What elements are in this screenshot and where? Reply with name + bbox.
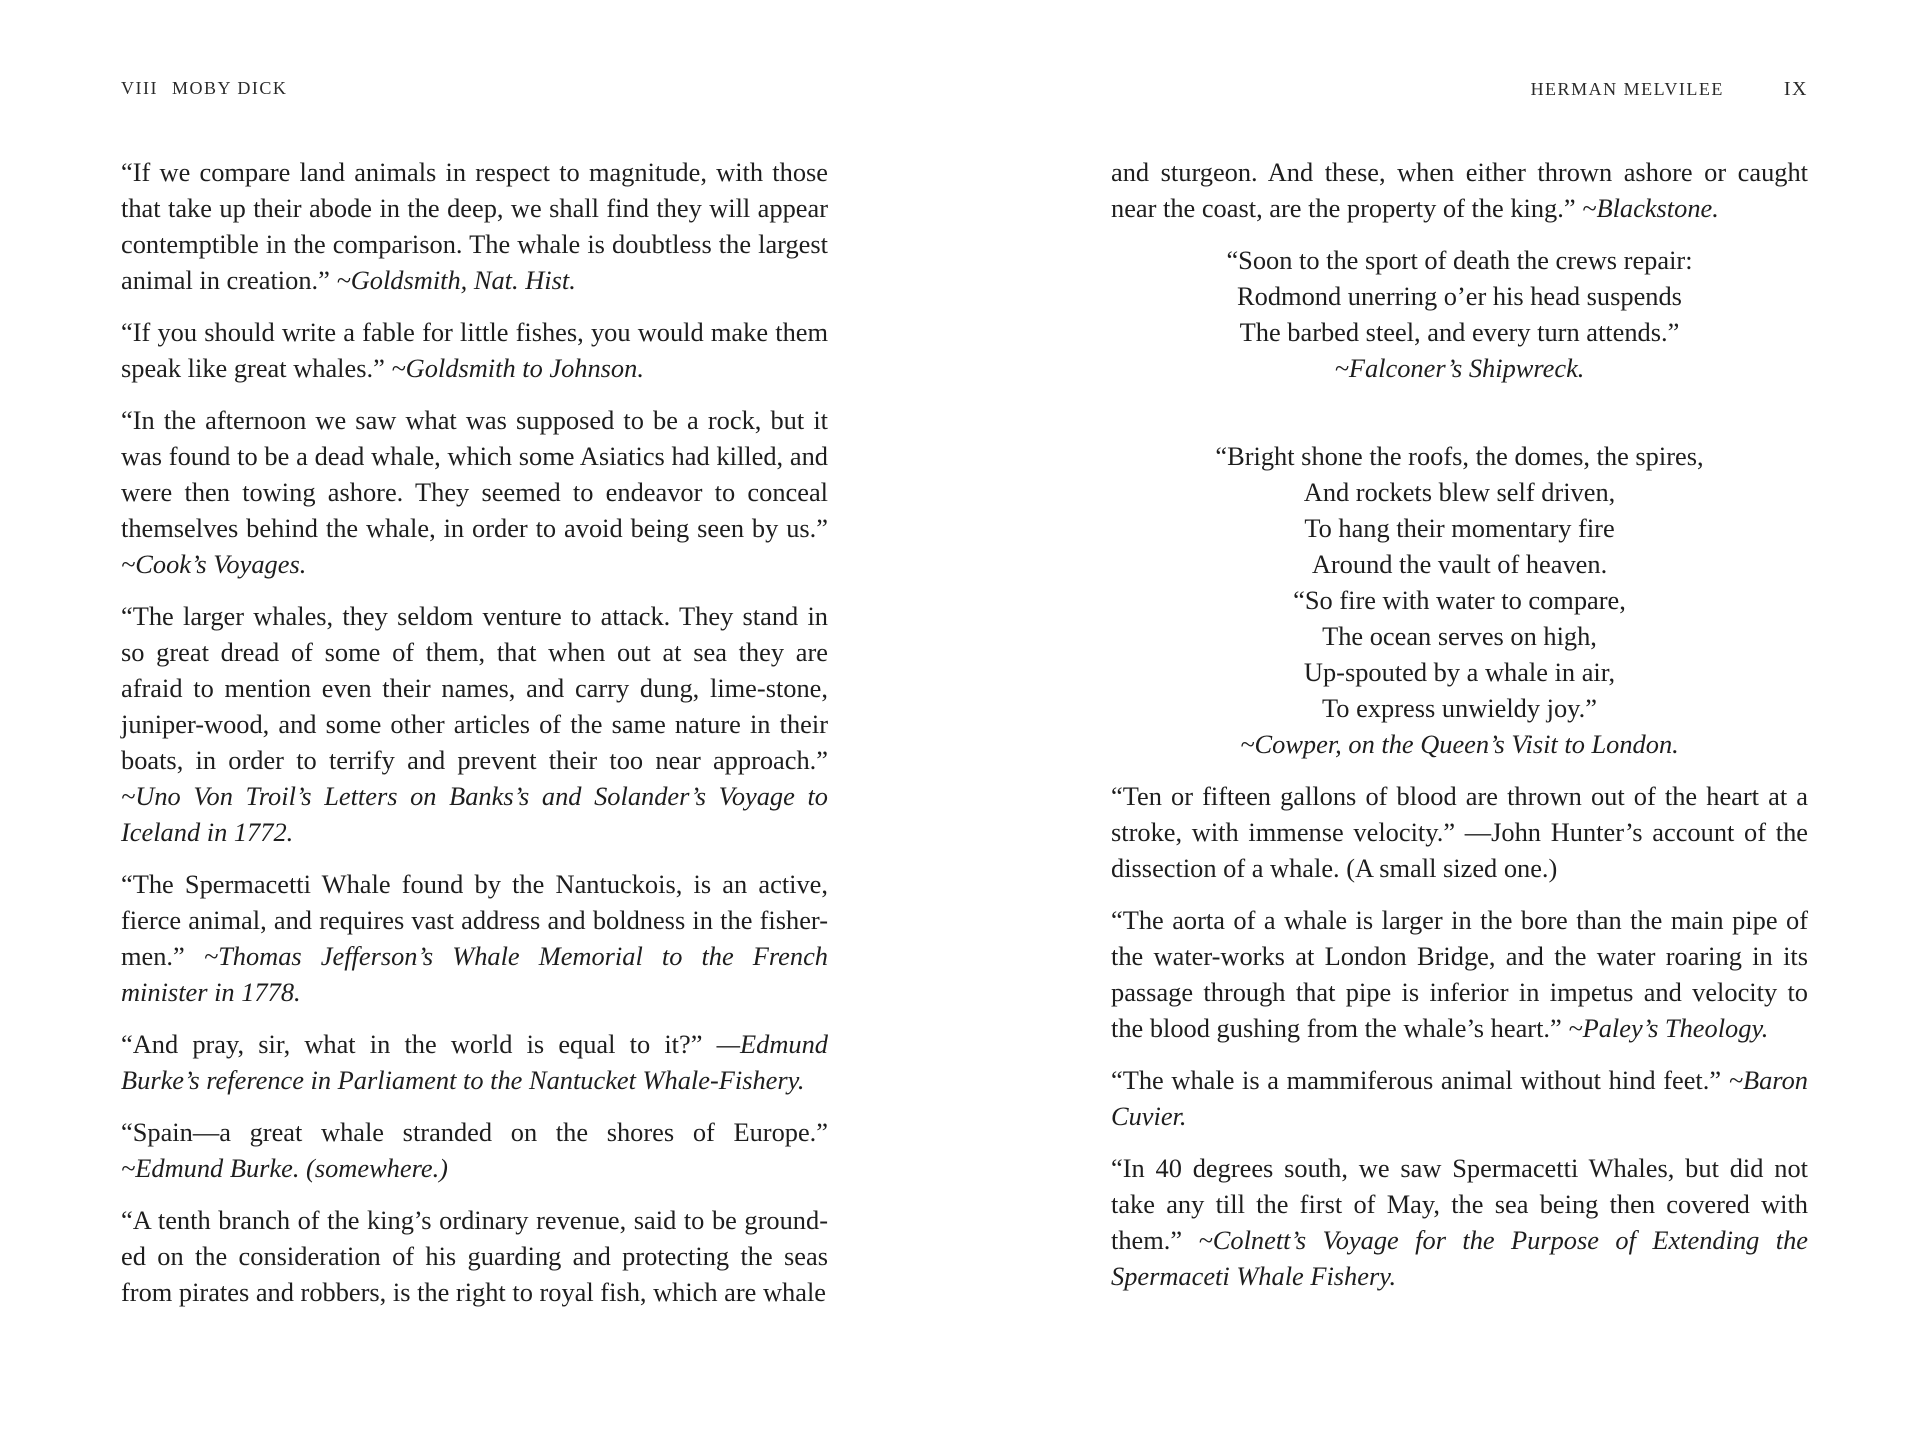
quote-paragraph — [1111, 1150, 1808, 1294]
left-page-body — [121, 154, 828, 1326]
verse-block — [1111, 438, 1808, 762]
quote-paragraph — [121, 1114, 828, 1186]
verse-line: Up-spouted by a whale in air, — [1303, 657, 1616, 687]
quote-text: “The aorta of a whale is larger in the bore than the main pipe of the water-works at London Bridge, and the water roaring in its passage through that pipe is inferior in impetus and velocity to the blood gushing from the whale’s heart.” — [1111, 905, 1808, 1043]
verse-source: ~Cowper, on the Queen’s Visit to London. — [1240, 729, 1679, 759]
verse-line: The ocean serves on high, — [1322, 621, 1597, 651]
right-page-body — [1111, 154, 1808, 1310]
quote-source: ~Edmund Burke. (somewhere.) — [121, 1153, 448, 1183]
stanza-gap — [1111, 402, 1808, 438]
verse-line: “Bright shone the roofs, the domes, the spires, — [1215, 441, 1704, 471]
page-number-right: IX — [1783, 78, 1808, 100]
quote-text: “Ten or fifteen gallons of blood are thrown out of the heart at a stroke, with immense velocity.” —John Hunter’s account of the dissection of a whale. (A small sized one.) — [1111, 781, 1808, 883]
running-head-right — [1531, 78, 1808, 101]
quote-text: “The larger whales, they seldom venture to attack. They stand in so great dread of some of them, that when out at sea they are afraid to mention even their names, and carry dung, lime-stone, juniper-wood, and some other articles of the same nature in their boats, in order to terrify and prevent their too near approach.” — [121, 601, 828, 775]
verse-line: And rockets blew self driven, — [1303, 477, 1616, 507]
quote-source: ~Blackstone. — [1582, 193, 1719, 223]
quote-paragraph — [121, 154, 828, 298]
quote-source: ~Paley’s Theology. — [1568, 1013, 1769, 1043]
quote-text: “And pray, sir, what in the world is equal to it?” — [121, 1029, 717, 1059]
author-name: HERMAN MELVILEE — [1530, 79, 1724, 99]
quote-paragraph — [1111, 902, 1808, 1046]
quote-text: “The whale is a mammiferous animal without hind feet.” — [1111, 1065, 1729, 1095]
verse-line: To express unwieldy joy.” — [1322, 693, 1597, 723]
quote-paragraph — [121, 866, 828, 1010]
quote-source: ~Baron Cuvier. — [1111, 1065, 1808, 1131]
verse-line: “So fire with water to compare, — [1293, 585, 1626, 615]
verse-line: “Soon to the sport of death the crews repair: — [1226, 245, 1693, 275]
verse-line: The barbed steel, and every turn attends.” — [1239, 317, 1680, 347]
quote-paragraph — [121, 314, 828, 386]
quote-source: ~Uno Von Troil’s Letters on Banks’s and Solander’s Voyage to Iceland in 1772. — [121, 781, 828, 847]
running-head-left — [121, 78, 287, 99]
verse-source: ~Falconer’s Shipwreck. — [1334, 353, 1585, 383]
quote-paragraph — [1111, 154, 1808, 226]
book-title: MOBY DICK — [171, 78, 288, 98]
quote-paragraph — [121, 1026, 828, 1098]
quote-text: “A tenth branch of the king’s ordinary revenue, said to be ground-ed on the consideration of his guarding and protecting the seas from pirates and robbers, is the right to royal fish, which are whale — [121, 1205, 828, 1307]
verse-block — [1111, 242, 1808, 386]
quote-source: ~Colnett’s Voyage for the Purpose of Extending the Spermaceti Whale Fishery. — [1111, 1225, 1808, 1291]
page-number-left: VIII — [121, 78, 158, 98]
quote-source: —Edmund Burke’s reference in Parliament to the Nantucket Whale-Fishery. — [121, 1029, 828, 1095]
quote-paragraph — [121, 1202, 828, 1310]
quote-text: “If you should write a fable for little fishes, you would make them speak like great whales.” — [121, 317, 828, 383]
verse-line: Rodmond unerring o’er his head suspends — [1237, 281, 1682, 311]
quote-source: ~Thomas Jefferson’s Whale Memorial to the French minister in 1778. — [121, 941, 828, 1007]
quote-text: “In 40 degrees south, we saw Spermacetti Whales, but did not take any till the first of May, the sea being then covered with them.” — [1111, 1153, 1808, 1255]
verse-line: Around the vault of heaven. — [1311, 549, 1608, 579]
quote-paragraph — [121, 402, 828, 582]
verse-line: To hang their momentary fire — [1304, 513, 1615, 543]
quote-source: ~Cook’s Voyages. — [121, 549, 307, 579]
quote-text: “If we compare land animals in respect to magnitude, with those that take up their abode in the deep, we shall find they will appear contemptible in the comparison. The whale is doubtless the largest animal in creation.” — [121, 157, 828, 295]
quote-source: ~Goldsmith, Nat. Hist. — [336, 265, 576, 295]
quote-paragraph — [1111, 1062, 1808, 1134]
quote-text: “In the afternoon we saw what was supposed to be a rock, but it was found to be a dead whale, which some Asiatics had killed, and were then towing ashore. They seemed to endeavor to conceal themselves behind the whale, in order to avoid being seen by us.” — [121, 405, 828, 543]
quote-text: “Spain—a great whale stranded on the shores of Europe.” — [121, 1117, 828, 1147]
right-page — [960, 0, 1920, 1440]
quote-paragraph — [121, 598, 828, 850]
quote-text: “The Spermacetti Whale found by the Nantuckois, is an active, fierce animal, and requires vast address and boldness in the fisher-men.” — [121, 869, 828, 971]
quote-source: ~Goldsmith to Johnson. — [391, 353, 644, 383]
quote-paragraph — [1111, 778, 1808, 886]
quote-text: and sturgeon. And these, when either thrown ashore or caught near the coast, are the property of the king.” — [1111, 157, 1808, 223]
